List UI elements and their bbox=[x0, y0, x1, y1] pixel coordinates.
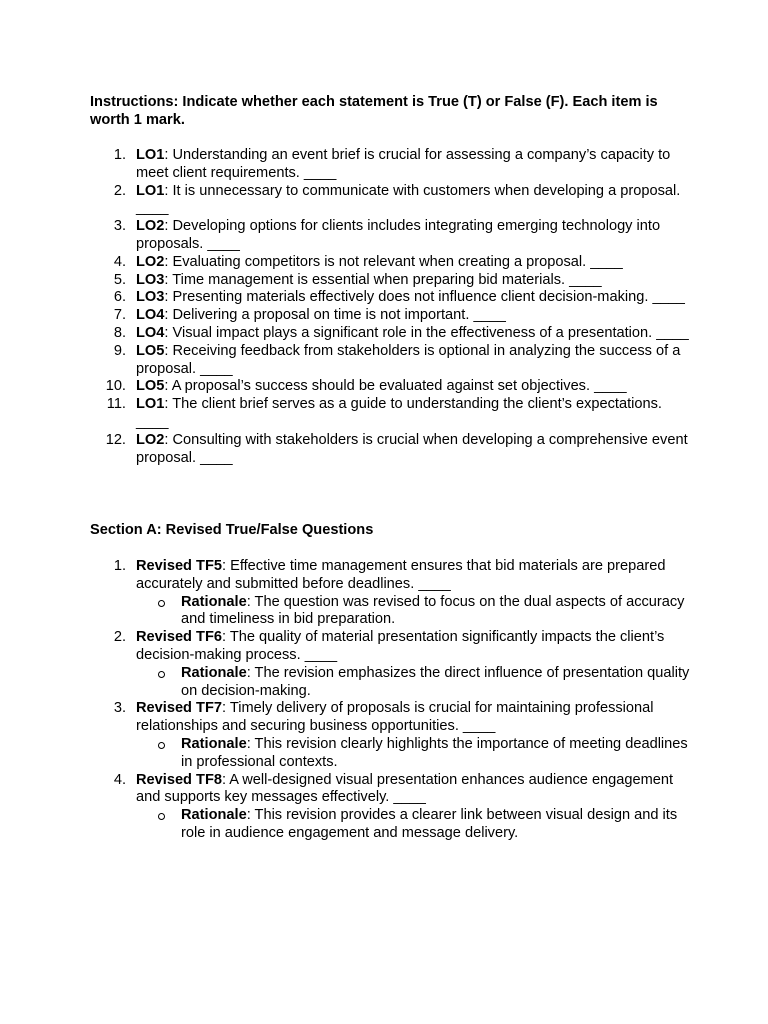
question-text: : A well-designed visual presentation enhances audience engagement and supports key messages effectively. ____ bbox=[136, 771, 674, 806]
question-text: : Visual impact plays a significant role in the effectiveness of a presentation. ____ bbox=[164, 324, 689, 341]
item-number: 7. bbox=[113, 307, 126, 324]
rationale-label: Rationale bbox=[181, 593, 247, 610]
revised-tag: Revised TF8 bbox=[136, 771, 222, 788]
outcome-tag: LO3 bbox=[136, 271, 165, 288]
outcome-tag: LO5 bbox=[136, 342, 165, 359]
item-number: 1. bbox=[113, 558, 126, 574]
list-item bbox=[90, 272, 690, 290]
rationale-text: : The question was revised to focus on the dual aspects of accuracy and timeliness in bid preparation. bbox=[181, 593, 685, 628]
item-number: 5. bbox=[113, 271, 126, 288]
rationale-label: Rationale bbox=[181, 664, 247, 681]
list-item bbox=[90, 629, 690, 700]
outcome-tag: LO1 bbox=[136, 182, 165, 199]
list-item bbox=[90, 396, 690, 432]
question-text: : The quality of material presentation significantly impacts the client’s decision-making process. ____ bbox=[136, 629, 665, 663]
rationale-list bbox=[136, 736, 690, 772]
list-item bbox=[90, 289, 690, 307]
list-item bbox=[90, 183, 690, 219]
circle-bullet-icon bbox=[158, 813, 165, 820]
revised-tag: Revised TF5 bbox=[136, 558, 222, 574]
circle-bullet-icon bbox=[158, 742, 165, 749]
question-text: : Consulting with stakeholders is crucial when developing a comprehensive event proposal. ____ bbox=[136, 431, 688, 466]
list-item bbox=[90, 432, 690, 468]
rationale-text: : The revision emphasizes the direct influence of presentation quality on decision-making. bbox=[181, 664, 690, 699]
list-item bbox=[90, 325, 690, 343]
circle-bullet-icon bbox=[158, 671, 165, 678]
item-number: 2. bbox=[113, 182, 126, 199]
list-item bbox=[90, 218, 690, 254]
rationale-list bbox=[136, 665, 690, 701]
item-number: 12. bbox=[105, 431, 126, 448]
rationale-text: : This revision provides a clearer link between visual design and its role in audience engagement and message delivery. bbox=[181, 807, 678, 841]
question-text: : Delivering a proposal on time is not important. ____ bbox=[164, 307, 506, 324]
revised-tag: Revised TF6 bbox=[136, 629, 222, 646]
outcome-tag: LO5 bbox=[136, 378, 165, 395]
rationale-label: Rationale bbox=[181, 807, 247, 824]
item-number: 4. bbox=[113, 771, 126, 788]
rationale-item bbox=[136, 665, 690, 701]
item-number: 11. bbox=[106, 396, 126, 413]
revised-question-list bbox=[90, 558, 690, 843]
list-item bbox=[90, 307, 690, 325]
question-text: : Presenting materials effectively does not influence client decision-making. ____ bbox=[164, 289, 685, 306]
circle-bullet-icon bbox=[158, 600, 165, 607]
list-item bbox=[90, 147, 690, 183]
item-number: 8. bbox=[113, 324, 126, 341]
rationale-text: : This revision clearly highlights the importance of meeting deadlines in professional contexts. bbox=[181, 735, 688, 770]
question-text: : The client brief serves as a guide to understanding the client’s expectations. ____ bbox=[136, 396, 662, 430]
list-item bbox=[90, 378, 690, 396]
question-text: : Evaluating competitors is not relevant when creating a proposal. ____ bbox=[164, 253, 623, 270]
outcome-tag: LO3 bbox=[136, 289, 165, 306]
question-text: : Effective time management ensures that bid materials are prepared accurately and submitted before deadlines. ____ bbox=[136, 558, 666, 592]
item-number: 10. bbox=[105, 378, 126, 395]
section-title: Section A: Revised True/False Questions bbox=[90, 522, 374, 538]
rationale-label: Rationale bbox=[181, 735, 247, 752]
question-list bbox=[90, 147, 690, 467]
list-item bbox=[90, 772, 690, 843]
list-item bbox=[90, 558, 690, 629]
item-number: 3. bbox=[113, 218, 126, 235]
list-item bbox=[90, 700, 690, 771]
question-text: : Timely delivery of proposals is crucial for maintaining professional relationships and securing business opportunities. ____ bbox=[136, 700, 654, 735]
item-number: 6. bbox=[113, 289, 126, 306]
question-text: : It is unnecessary to communicate with customers when developing a proposal. ____ bbox=[136, 182, 681, 217]
question-text: : Time management is essential when preparing bid materials. ____ bbox=[164, 271, 602, 288]
question-text: : Understanding an event brief is crucial for assessing a company’s capacity to meet client requirements. ____ bbox=[136, 147, 671, 181]
outcome-tag: LO1 bbox=[136, 396, 165, 413]
list-item bbox=[90, 254, 690, 272]
instructions: Instructions: Indicate whether each statement is True (T) or False (F). Each item is worth 1 mark. bbox=[90, 94, 658, 128]
revised-tag: Revised TF7 bbox=[136, 700, 222, 717]
outcome-tag: LO2 bbox=[136, 218, 165, 235]
outcome-tag: LO2 bbox=[136, 431, 165, 448]
rationale-item bbox=[136, 807, 690, 843]
rationale-item bbox=[136, 594, 690, 630]
outcome-tag: LO4 bbox=[136, 324, 165, 341]
outcome-tag: LO1 bbox=[136, 147, 165, 163]
outcome-tag: LO2 bbox=[136, 253, 165, 270]
outcome-tag: LO4 bbox=[136, 307, 165, 324]
item-number: 4. bbox=[113, 253, 126, 270]
rationale-list bbox=[136, 594, 690, 630]
item-number: 2. bbox=[113, 629, 126, 646]
item-number: 1. bbox=[113, 147, 126, 163]
rationale-list bbox=[136, 807, 690, 843]
question-text: : A proposal’s success should be evaluated against set objectives. ____ bbox=[164, 378, 627, 395]
question-text: : Developing options for clients includes integrating emerging technology into proposals. ____ bbox=[136, 218, 661, 252]
question-text: : Receiving feedback from stakeholders is optional in analyzing the success of a proposal. ____ bbox=[136, 342, 681, 377]
item-number: 3. bbox=[113, 700, 126, 717]
item-number: 9. bbox=[113, 342, 126, 359]
rationale-item bbox=[136, 736, 690, 772]
list-item bbox=[90, 343, 690, 379]
